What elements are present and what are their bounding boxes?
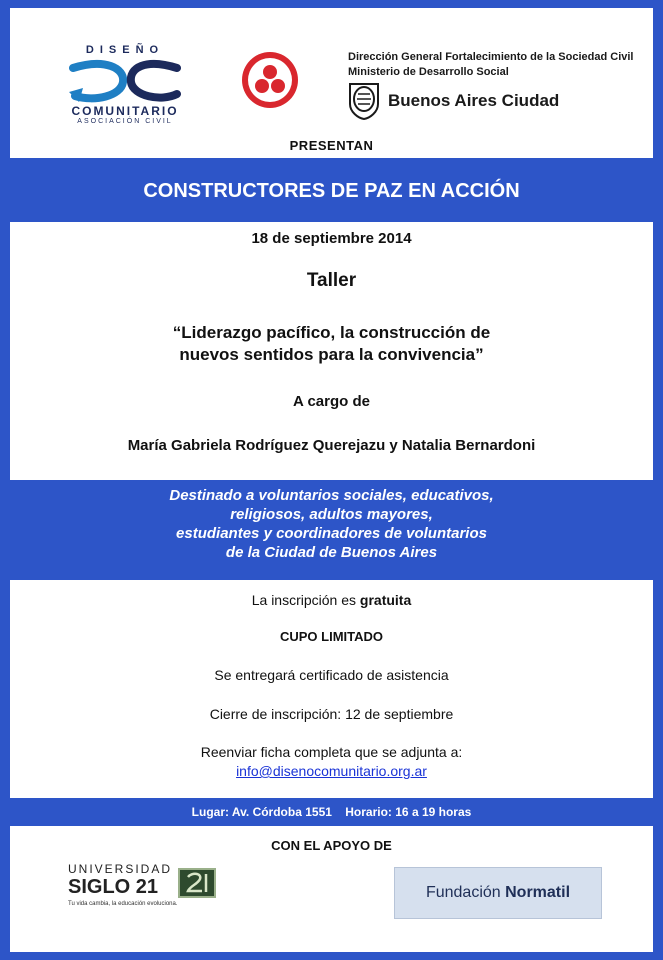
cierre-text: Cierre de inscripción: 12 de septiembre <box>209 706 454 722</box>
event-type: Taller <box>306 270 357 291</box>
logo-word-top: DISEÑO <box>85 44 165 56</box>
audience-line-2: religiosos, adultos mayores, <box>230 506 433 523</box>
cupo-limitado: CUPO LIMITADO <box>279 629 384 644</box>
main-title: CONSTRUCTORES DE PAZ EN ACCIÓN <box>143 180 520 202</box>
event-date: 18 de septiembre 2014 <box>251 230 412 247</box>
subtitle-line-1: “Liderazgo pacífico, la construcción de <box>172 323 491 342</box>
normatil-bold: Normatil <box>505 884 571 901</box>
audience-line-3: estudiantes y coordinadores de voluntarios <box>176 525 487 542</box>
presenters: María Gabriela Rodríguez Querejazu y Natalia Bernardoni <box>127 437 536 454</box>
inscripcion-text <box>10 592 653 608</box>
location-schedule: Lugar: Av. Córdoba 1551 Horario: 16 a 19 horas <box>191 805 472 819</box>
siglo-21-logo <box>68 862 228 922</box>
audience-line-1: Destinado a voluntarios sociales, educativos, <box>169 487 494 504</box>
event-subtitle <box>10 322 653 366</box>
siglo-main-text: SIGLO 21 <box>68 876 159 898</box>
normatil-text <box>395 884 601 902</box>
inscripcion-prefix: La inscripción es <box>251 592 360 608</box>
dc-mark-icon <box>65 58 185 104</box>
reenviar-text: Reenviar ficha completa que se adjunta a: <box>200 744 463 760</box>
triple-circle-logo-icon <box>240 50 300 110</box>
audience-text <box>10 486 653 562</box>
a-cargo-label: A cargo de <box>293 393 370 410</box>
presentan-label: PRESENTAN <box>289 138 374 153</box>
fundacion-normatil-logo <box>394 867 602 919</box>
support-heading: CON EL APOYO DE <box>271 838 392 853</box>
normatil-prefix: Fundación <box>425 884 506 901</box>
gov-line-2: Ministerio de Desarrollo Social <box>348 66 509 78</box>
siglo-top-text: UNIVERSIDAD <box>68 862 173 876</box>
siglo-21-badge-icon <box>178 868 216 898</box>
siglo-tagline: Tu vida cambia, la educación evoluciona. <box>68 901 178 907</box>
buenos-aires-logo <box>348 82 559 120</box>
diseno-comunitario-logo <box>50 44 200 140</box>
gov-line-1: Dirección General Fortalecimiento de la Sociedad Civil <box>348 51 634 63</box>
email-link[interactable]: info@disenocomunitario.org.ar <box>236 763 427 779</box>
logo-sub: ASOCIACIÓN CIVIL <box>77 118 173 125</box>
certificado-text: Se entregará certificado de asistencia <box>214 667 449 683</box>
ba-city-label: Buenos Aires Ciudad <box>388 91 560 110</box>
inscripcion-free: gratuita <box>359 592 412 608</box>
ba-shield-icon <box>348 82 380 120</box>
gov-logo-block <box>348 50 638 130</box>
subtitle-line-2: nuevos sentidos para la convivencia” <box>179 345 484 364</box>
audience-line-4: de la Ciudad de Buenos Aires <box>225 544 438 561</box>
logo-word-bottom: COMUNITARIO <box>71 104 179 118</box>
